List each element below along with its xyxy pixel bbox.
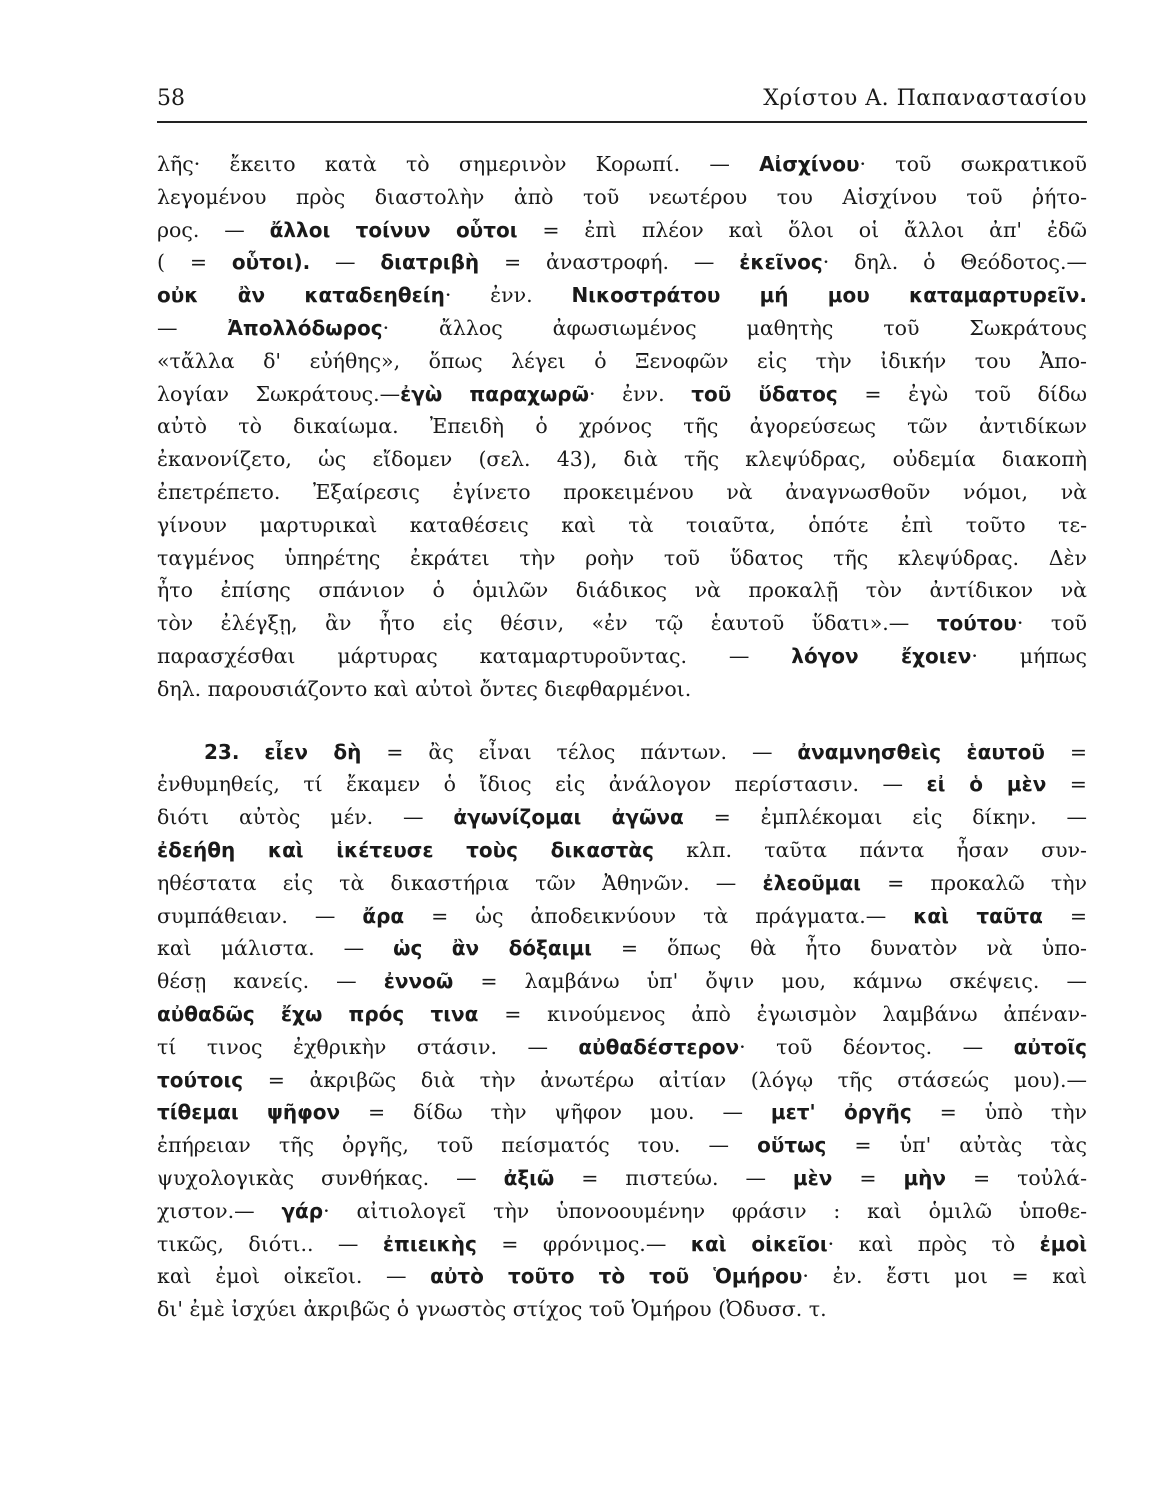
text-run: · δηλ. ὁ Θεόδοτος.— (822, 250, 1087, 275)
bold-term: καὶ ταῦτα (913, 903, 1043, 928)
bold-term: οὐκ ἂν καταδεηθείη (157, 283, 445, 308)
text-run: ἐπετρέπετο. Ἐξαίρεσις ἐγίνετο προκειμένου νὰ ἀναγνωσθοῦν νόμοι, νὰ (157, 479, 1087, 504)
text-line (157, 736, 1087, 769)
text-run: · τοῦ δέοντος. — (739, 1034, 1014, 1059)
text-run: παρασχέσθαι μάρτυρας καταμαρτυροῦντας. — (157, 643, 792, 668)
text-line (157, 834, 1087, 867)
bold-term: τούτου (936, 611, 1017, 636)
text-line (157, 181, 1087, 214)
text-run: — (157, 315, 228, 340)
text-run: = (1044, 739, 1087, 764)
text-run: · καὶ πρὸς τὸ (827, 1231, 1040, 1256)
text-run: = ἀναστροφή. — (479, 250, 740, 275)
bold-term: ἐννοῶ (383, 969, 454, 994)
bold-term: ὡς ἂν δόξαιμι (393, 936, 592, 961)
bold-term: καὶ οἰκεῖοι (690, 1231, 828, 1256)
bold-term: αὐτοῖς (1013, 1034, 1087, 1059)
text-run: τὸν ἐλέγξῃ, ἂν ἦτο εἰς θέσιν, «ἐν τῷ ἑαυτοῦ ὕδατι».— (157, 611, 937, 636)
text-run: ψυχολογικὰς συνθήκας. — (157, 1165, 504, 1190)
text-run: καὶ μάλιστα. — (157, 936, 394, 961)
text-run: τί τινος ἐχθρικὴν στάσιν. — (157, 1034, 579, 1059)
page-header (157, 82, 1087, 122)
text-run: · τοῦ σωκρατικοῦ (859, 152, 1087, 176)
body-text (157, 148, 1087, 1326)
text-line (157, 214, 1087, 247)
text-line (157, 932, 1087, 965)
text-run: = ἐμπλέκομαι εἰς δίκην. — (683, 805, 1087, 830)
bold-term: 23. (204, 739, 240, 764)
bold-term: Αἰσχίνου (759, 152, 860, 176)
text-run: = πιστεύω. — (554, 1165, 793, 1190)
bold-term: μὴν (903, 1165, 947, 1190)
text-line (157, 1064, 1087, 1097)
text-run (239, 740, 264, 764)
bold-term: ἐλεοῦμαι (762, 870, 861, 895)
text-run: «τἄλλα δ' εὐήθης», ὅπως λέγει ὁ Ξενοφῶν εἰς τὴν ἰδικήν του Ἀπο- (157, 348, 1087, 373)
text-line (157, 673, 1087, 706)
text-line (157, 965, 1087, 998)
text-run: διότι αὐτὸς μέν. — (157, 805, 454, 830)
bold-term: τοῦ ὕδατος (691, 381, 838, 406)
text-line (157, 148, 1087, 181)
text-run: ηθέστατα εἰς τὰ δικαστήρια τῶν Ἀθηνῶν. — (157, 870, 763, 895)
text-line (157, 1096, 1087, 1129)
text-run: δηλ. παρουσιάζοντο καὶ αὐτοὶ ὄντες διεφθαρμένοι. (157, 676, 692, 701)
text-run: = ἂς εἶναι τέλος πάντων. — (361, 739, 798, 764)
text-run: αὐτὸ τὸ δικαίωμα. Ἐπειδὴ ὁ χρόνος τῆς ἀγορεύσεως τῶν ἀντιδίκων (157, 414, 1087, 439)
text-run: = (1042, 903, 1087, 928)
bold-term: γάρ (281, 1198, 324, 1223)
text-run: γίνουν μαρτυρικαὶ καταθέσεις καὶ τὰ τοιαῦτα, ὁπότε ἐπὶ τοῦτο τε- (157, 512, 1087, 537)
page-number: 58 (157, 86, 185, 111)
text-run: καὶ ἐμοὶ οἰκεῖοι. — (157, 1264, 431, 1289)
paragraph (157, 736, 1087, 1326)
text-line (157, 900, 1087, 933)
text-line (157, 1162, 1087, 1195)
text-run: = ὅπως θὰ ἦτο δυνατὸν νὰ ὑπο- (591, 936, 1087, 961)
bold-term: ἀξιῶ (503, 1165, 555, 1190)
bold-term: ἐγὼ παραχωρῶ (400, 381, 589, 406)
text-run: λογίαν Σωκράτους.— (157, 381, 401, 406)
bold-term: ἐμοὶ (1039, 1231, 1087, 1256)
text-run: θέσῃ κανείς. — (157, 969, 384, 994)
text-line (157, 542, 1087, 575)
text-run: = τοὐλά- (946, 1165, 1087, 1190)
bold-term: ἐκεῖνος (739, 250, 823, 275)
text-run: συμπάθειαν. — (157, 903, 363, 928)
text-run: = ἀκριβῶς διὰ τὴν ἀνωτέρω αἰτίαν (λόγῳ τῆς στάσεώς μου).— (243, 1067, 1087, 1092)
bold-term: αὐτὸ τοῦτο τὸ τοῦ Ὁμήρου (430, 1264, 803, 1289)
text-line (157, 1129, 1087, 1162)
text-run: · ἄλλος ἀφωσιωμένος μαθητὴς τοῦ Σωκράτους (382, 315, 1087, 340)
text-run: τικῶς, διότι.. — (157, 1231, 383, 1256)
text-run: · μήπως (971, 643, 1087, 668)
bold-term: εἰ ὁ μὲν (926, 772, 1047, 797)
text-run: ἐπήρειαν τῆς ὀργῆς, τοῦ πείσματός του. — (157, 1133, 758, 1158)
paragraph (157, 148, 1087, 706)
text-run: λεγομένου πρὸς διαστολὴν ἀπὸ τοῦ νεωτέρου του Αἰσχίνου τοῦ ῥήτο- (157, 184, 1087, 209)
text-line (157, 1228, 1087, 1261)
bold-term: Νικοστράτου μή μου καταμαρτυρεῖν. (571, 283, 1087, 308)
bold-term: μὲν (792, 1165, 833, 1190)
text-line (157, 1293, 1087, 1326)
text-line (157, 345, 1087, 378)
text-run: · ἐν. ἔστι μοι = καὶ (802, 1264, 1087, 1289)
bold-term: τούτοις (157, 1067, 244, 1092)
bold-term: αὐθαδῶς ἔχω πρός τινα (157, 1001, 479, 1026)
text-run: · ἐνν. (444, 283, 572, 308)
text-line (157, 574, 1087, 607)
text-run: — (310, 250, 381, 275)
text-line (157, 1260, 1087, 1293)
text-run: ( = (157, 250, 232, 275)
text-run: = ὑπὸ τὴν (911, 1100, 1087, 1125)
text-run: λῆς· ἔκειτο κατὰ τὸ σημερινὸν Κορωπί. — (157, 152, 760, 176)
text-line (157, 768, 1087, 801)
text-line (157, 1195, 1087, 1228)
bold-term: οὕτως (757, 1133, 827, 1158)
text-run: · τοῦ (1016, 611, 1087, 636)
text-run: · αἰτιολογεῖ τὴν ὑπονοουμένην φράσιν : καὶ ὁμιλῶ ὑποθε- (323, 1198, 1087, 1223)
text-run: = (1046, 772, 1087, 797)
bold-term: ἀναμνησθεὶς ἑαυτοῦ (797, 739, 1045, 764)
text-line (157, 443, 1087, 476)
text-run: κλπ. ταῦτα πάντα ἦσαν συν- (654, 837, 1087, 862)
text-run: = λαμβάνω ὑπ' ὄψιν μου, κάμνω σκέψεις. — (453, 969, 1087, 994)
header-rule (157, 121, 1087, 123)
text-line (157, 801, 1087, 834)
text-line (157, 1031, 1087, 1064)
text-line (157, 279, 1087, 312)
text-run: = (832, 1165, 904, 1190)
text-run: = ἐπὶ πλέον καὶ ὅλοι οἱ ἄλλοι ἀπ' ἐδῶ (517, 217, 1087, 242)
text-line (157, 410, 1087, 443)
text-line (157, 476, 1087, 509)
text-run: ἐνθυμηθείς, τί ἔκαμεν ὁ ἴδιος εἰς ἀνάλογον περίστασιν. — (157, 772, 927, 797)
text-run: = ὡς ἀποδεικνύουν τὰ πράγματα.— (404, 903, 914, 928)
text-run: = προκαλῶ τὴν (860, 870, 1087, 895)
text-run: · ἐνν. (588, 381, 692, 406)
bold-term: ἐπιεικὴς (382, 1231, 477, 1256)
text-run: χιστον.— (157, 1198, 282, 1223)
bold-term: μετ' ὀργῆς (770, 1100, 912, 1125)
text-run: = ὑπ' αὐτὰς τὰς (826, 1133, 1087, 1158)
bold-term: ἄρα (362, 903, 405, 928)
bold-term: αὐθαδέστερον (578, 1034, 740, 1059)
text-line (157, 867, 1087, 900)
bold-term: ἐδεήθη καὶ ἱκέτευσε τοὺς δικαστὰς (157, 837, 655, 862)
bold-term: ἀγωνίζομαι ἀγῶνα (453, 805, 684, 830)
text-run: δι' ἐμὲ ἰσχύει ἀκριβῶς ὁ γνωστὸς στίχος τοῦ Ὁμήρου (Ὀδυσσ. τ. (157, 1297, 827, 1322)
text-run: = ἐγὼ τοῦ δίδω (837, 381, 1087, 406)
text-run: ἦτο ἐπίσης σπάνιον ὁ ὁμιλῶν διάδικος νὰ προκαλῇ τὸν ἀντίδικον νὰ (157, 578, 1087, 603)
text-line (157, 312, 1087, 345)
text-line (157, 998, 1087, 1031)
text-run: = φρόνιμος.— (476, 1231, 691, 1256)
bold-term: εἶεν δὴ (264, 739, 362, 764)
text-run: ρος. — (157, 217, 270, 242)
text-run: = κινούμενος ἀπὸ ἐγωισμὸν λαμβάνω ἀπέναν- (478, 1001, 1087, 1026)
text-run: ταγμένος ὑπηρέτης ἐκράτει τὴν ροὴν τοῦ ὕδατος τῆς κλεψύδρας. Δὲν (157, 545, 1087, 570)
paragraph-gap (157, 706, 1087, 736)
text-line (157, 509, 1087, 542)
running-title: Χρίστου Α. Παπαναστασίου (763, 86, 1087, 111)
text-run: = δίδω τὴν ψῆφον μου. — (340, 1100, 771, 1125)
text-line (157, 607, 1087, 640)
bold-term: Ἀπολλόδωρος (227, 315, 383, 340)
bold-term: τίθεμαι ψῆφον (157, 1100, 341, 1125)
text-line (157, 640, 1087, 673)
bold-term: λόγον ἔχοιεν (791, 643, 972, 668)
text-line (157, 378, 1087, 411)
text-line (157, 246, 1087, 279)
text-run: ἐκανονίζετο, ὡς εἴδομεν (σελ. 43), διὰ τῆς κλεψύδρας, οὐδεμία διακοπὴ (157, 447, 1087, 472)
bold-term: οὗτοι). (231, 250, 311, 275)
bold-term: ἄλλοι τοίνυν οὗτοι (269, 217, 518, 242)
bold-term: διατριβὴ (380, 250, 480, 275)
